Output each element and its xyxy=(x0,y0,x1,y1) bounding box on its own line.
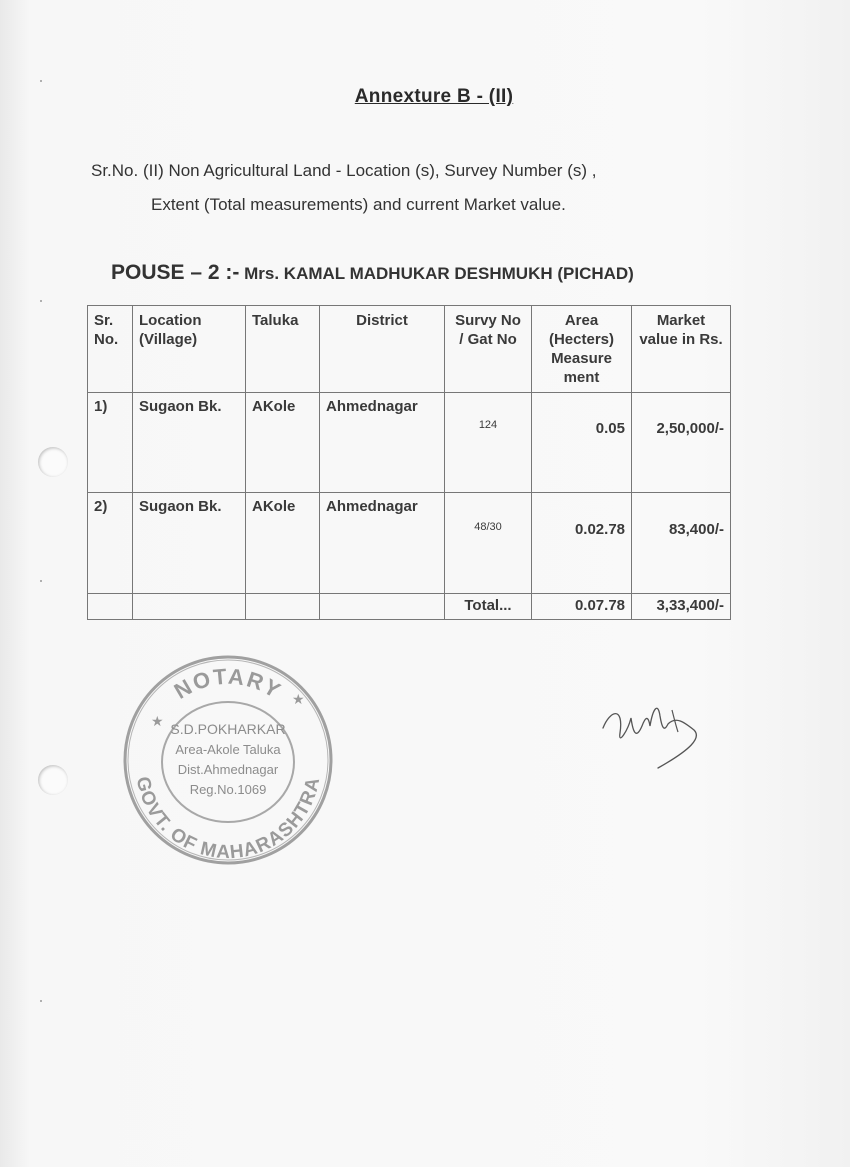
total-area: 0.07.78 xyxy=(532,594,632,620)
star-icon: ★ xyxy=(151,713,164,729)
notary-stamp xyxy=(122,654,334,866)
spouse-heading xyxy=(111,261,634,285)
total-row xyxy=(88,594,731,620)
punch-hole xyxy=(38,765,68,795)
spouse-label: POUSE – 2 :- xyxy=(111,261,240,284)
empty-cell xyxy=(246,594,320,620)
cell-taluka: AKole xyxy=(246,393,320,493)
description-line-1: Sr.No. (II) Non Agricultural Land - Location (s), Survey Number (s) , xyxy=(91,161,597,180)
cell-value: 83,400/- xyxy=(632,493,731,594)
stamp-line-3: Dist.Ahmednagar xyxy=(177,762,279,777)
description-line-2: Extent (Total measurements) and current Market value. xyxy=(151,195,566,214)
star-icon: ★ xyxy=(292,691,305,707)
table-row xyxy=(88,393,731,493)
cell-survey: 124 xyxy=(445,393,532,493)
table-header-row xyxy=(88,306,731,393)
cell-location: Sugaon Bk. xyxy=(133,393,246,493)
cell-location: Sugaon Bk. xyxy=(133,493,246,594)
header-area: Area (Hecters) Measure ment xyxy=(532,306,632,393)
header-taluka: Taluka xyxy=(246,306,320,393)
scan-speck xyxy=(40,580,42,582)
cell-sr: 1) xyxy=(88,393,133,493)
cell-value: 2,50,000/- xyxy=(632,393,731,493)
stamp-line-4: Reg.No.1069 xyxy=(189,782,267,797)
cell-sr: 2) xyxy=(88,493,133,594)
header-location: Location (Village) xyxy=(133,306,246,393)
total-value: 3,33,400/- xyxy=(632,594,731,620)
punch-hole xyxy=(38,447,68,477)
empty-cell xyxy=(133,594,246,620)
cell-taluka: AKole xyxy=(246,493,320,594)
stamp-top-text: NOTARY xyxy=(169,663,287,704)
signature xyxy=(598,688,718,773)
stamp-line-2: Area-Akole Taluka xyxy=(175,742,281,757)
empty-cell xyxy=(320,594,445,620)
land-table xyxy=(87,305,731,620)
cell-area: 0.05 xyxy=(532,393,632,493)
header-sr-no: Sr. No. xyxy=(88,306,133,393)
annexure-title: Annexture B - (II) xyxy=(354,86,514,107)
total-label: Total... xyxy=(445,594,532,620)
cell-survey: 48/30 xyxy=(445,493,532,594)
cell-district: Ahmednagar xyxy=(320,393,445,493)
header-survey-no: Survy No / Gat No xyxy=(445,306,532,393)
header-district: District xyxy=(320,306,445,393)
spouse-name: Mrs. KAMAL MADHUKAR DESHMUKH (PICHAD) xyxy=(244,264,634,283)
cell-area: 0.02.78 xyxy=(532,493,632,594)
scan-speck xyxy=(40,80,42,82)
scan-speck xyxy=(40,300,42,302)
scan-speck xyxy=(40,1000,42,1002)
stamp-bottom-text: GOVT. OF MAHARASHTRA xyxy=(131,774,325,864)
table-row xyxy=(88,493,731,594)
stamp-line-1: S.D.POKHARKAR xyxy=(170,721,286,737)
empty-cell xyxy=(88,594,133,620)
header-market-value: Market value in Rs. xyxy=(632,306,731,393)
cell-district: Ahmednagar xyxy=(320,493,445,594)
